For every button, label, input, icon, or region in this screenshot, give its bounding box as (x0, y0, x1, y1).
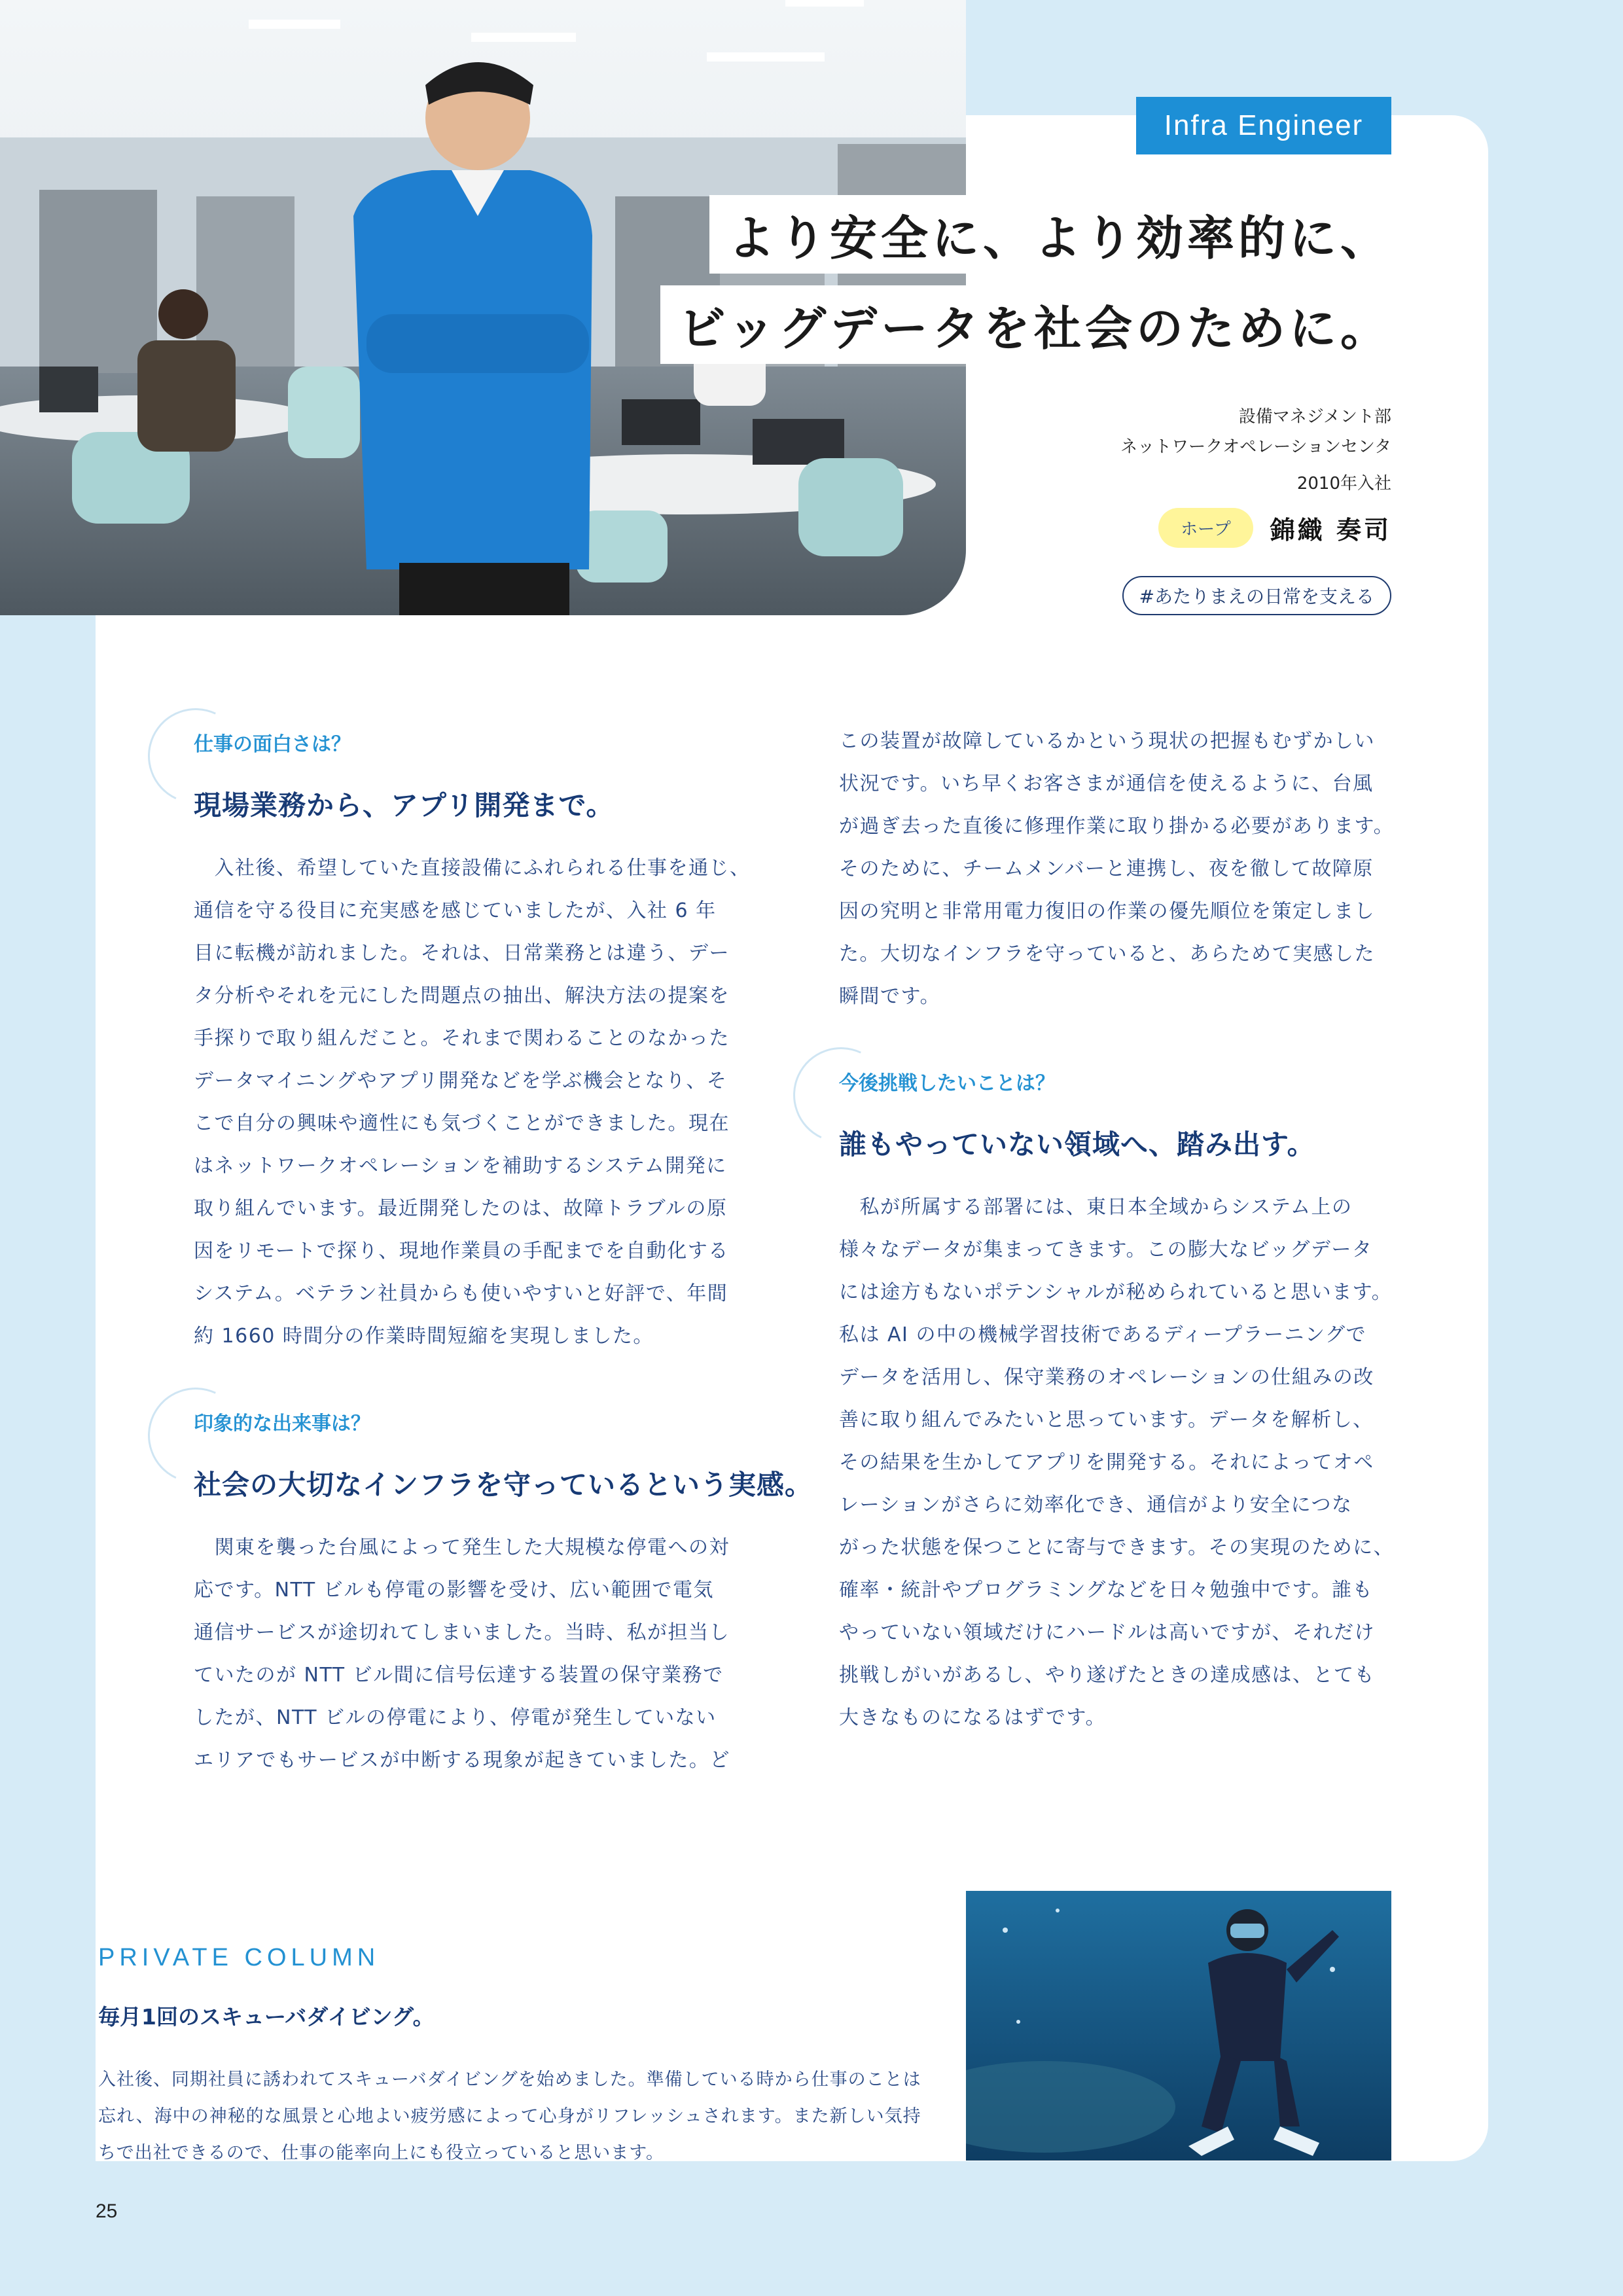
private-column-body: 入社後、同期社員に誘われてスキューバダイビングを始めました。準備している時から仕事のことは 忘れ、海中の神秘的な風景と心地よい疲労感によって心身がリフレッシュされます。また新しい気持 ちで出社できるので、仕事の能率向上にも役立っていると思います。 (98, 2070, 921, 2163)
employee-name: 錦織 奏司 (1270, 516, 1391, 545)
private-column-title: PRIVATE COLUMN (98, 1944, 380, 1971)
section-title: 社会の大切なインフラを守っているという実感。 (194, 1469, 813, 1501)
section-body: 私が所属する部署には、東日本全域からシステム上の 様々なデータが集まってきます。この膨大なビッグデータ には途方もないポテンシャルが秘められていると思います。 私は AI の中の機械学習技術であるディープラーニングで データを活用し、保守業務のオペレーションの仕組みの改 善に取り組んでみたいと思っています。データを解析し、 その結果を生かしてアプリを開発する。それによってオペ レーションがさらに効率化でき、通信がより安全につな がった状態を保つことに寄与できます。その実現のために、 確率・統計やプログラミングなどを日々勉強中です。誰も やっていない領域だけにハードルは高いですが、それだけ 挑戦しがいがあるし、やり遂げたときの達成感は、とても 大きなものになるはずです。 (839, 1196, 1395, 1729)
question-label: 仕事の面白さは？ (194, 733, 351, 756)
section-body: 関東を襲った台風によって発生した大規模な停電への対 応です。NTT ビルも停電の影響を受け、広い範囲で電気 通信サービスが途切れてしまいました。当時、私が担当し ていたのが NTT ビル間に信号伝達する装置の保守業務で したが、NTT ビルの停電により、停電が発生していない エリアでもサービスが中断する現象が起きていました。ど (194, 1536, 730, 1772)
section-title: 現場業務から、アプリ開発まで。 (194, 789, 615, 821)
question-label: 今後挑戦したいことは？ (839, 1072, 1055, 1095)
department: 設備マネジメント部 (1238, 407, 1391, 427)
joined-year: 2010年入社 (1296, 474, 1391, 493)
private-column-subtitle: 毎月1回のスキューバダイビング。 (98, 2004, 435, 2030)
section-title: 誰もやっていない領域へ、踏み出す。 (839, 1128, 1315, 1160)
section-body-continued: この装置が故障しているかという現状の把握もむずかしい 状況です。いち早くお客さまが通信を使えるように、台風 が過ぎ去った直後に修理作業に取り掛かる必要があります。 そのために、チームメンバーと連携し、夜を徹して故障原 因の究明と非常用電力復旧の作業の優先順位を策定しまし た。大切なインフラを守っていると、あらためて実感した 瞬間です。 (839, 730, 1395, 1008)
headline-line-2: ビッグデータを社会のために。 (660, 285, 1410, 364)
section-body: 入社後、希望していた直接設備にふれられる仕事を通じ、 通信を守る役目に充実感を感じていましたが、入社 6 年 目に転機が訪れました。それは、日常業務とは違う、デー タ分析やそれを元にした問題点の抽出、解決方法の提案を 手探りで取り組んだこと。それまで関わることのなかった データマイニングやアプリ開発などを学ぶ機会となり、そ こで自分の興味や適性にも気づくことができました。現在 はネットワークオペレーションを補助するシステム開発に 取り組んでいます。最近開発したのは、故障トラブルの原 因をリモートで探り、現地作業員の手配までを自動化する システム。ベテラン社員からも使いやすいと好評で、年間 約 1660 時間分の作業時間短縮を実現しました。 (194, 857, 751, 1348)
scuba-diving-photo (966, 1891, 1391, 2161)
job-category-tag: Infra Engineer (1136, 97, 1391, 154)
headline-line-1: より安全に、より効率的に、 (709, 195, 1410, 274)
name-row (1158, 508, 1391, 548)
hashtag: #あたりまえの日常を支える (1122, 576, 1391, 615)
page-number: 25 (96, 2200, 118, 2222)
role-badge: ホープ (1158, 508, 1253, 548)
question-label: 印象的な出来事は？ (194, 1412, 370, 1435)
division: ネットワークオペレーションセンタ (1120, 437, 1391, 457)
